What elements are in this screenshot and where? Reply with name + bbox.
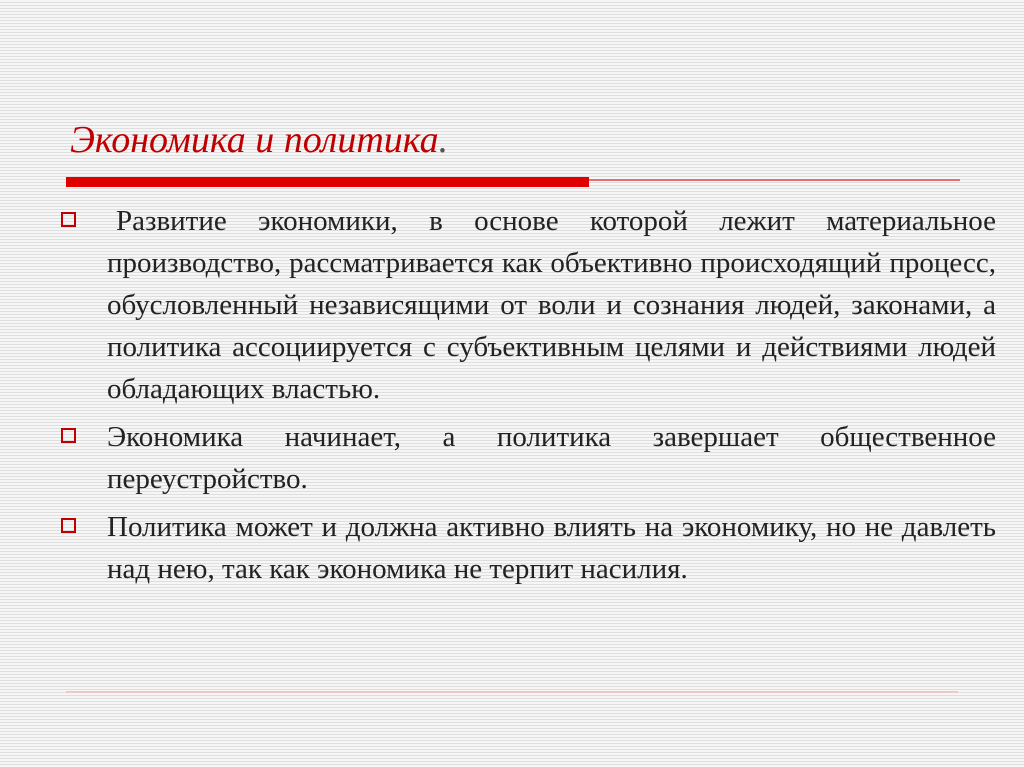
slide-title [70, 116, 448, 164]
title-accent-bar [66, 177, 589, 187]
bullet-item [58, 200, 996, 410]
footer-divider [66, 691, 958, 693]
bullet-item [58, 416, 996, 500]
slide-title-period: . [438, 119, 449, 161]
bullet-text: Развитие экономики, в основе которой лежит материальное производство, рассматривается как объективно происходящий процесс, обусловленный независящими от воли и сознания людей, законами, а политика ассоциируется с субъективным целями и действиями людей обладающих властью. [107, 205, 996, 405]
hollow-square-icon [61, 518, 76, 533]
hollow-square-icon [61, 428, 76, 443]
bullet-list [58, 200, 996, 596]
bullet-text: Политика может и должна активно влиять на экономику, но не давлеть над нею, так как экономика не терпит насилия. [107, 511, 996, 585]
bullet-text: Экономика начинает, а политика завершает общественное переустройство. [107, 421, 996, 495]
title-accent-line [589, 179, 960, 181]
hollow-square-icon [61, 212, 76, 227]
slide-title-text: Экономика и политика [70, 119, 439, 161]
bullet-item [58, 506, 996, 590]
